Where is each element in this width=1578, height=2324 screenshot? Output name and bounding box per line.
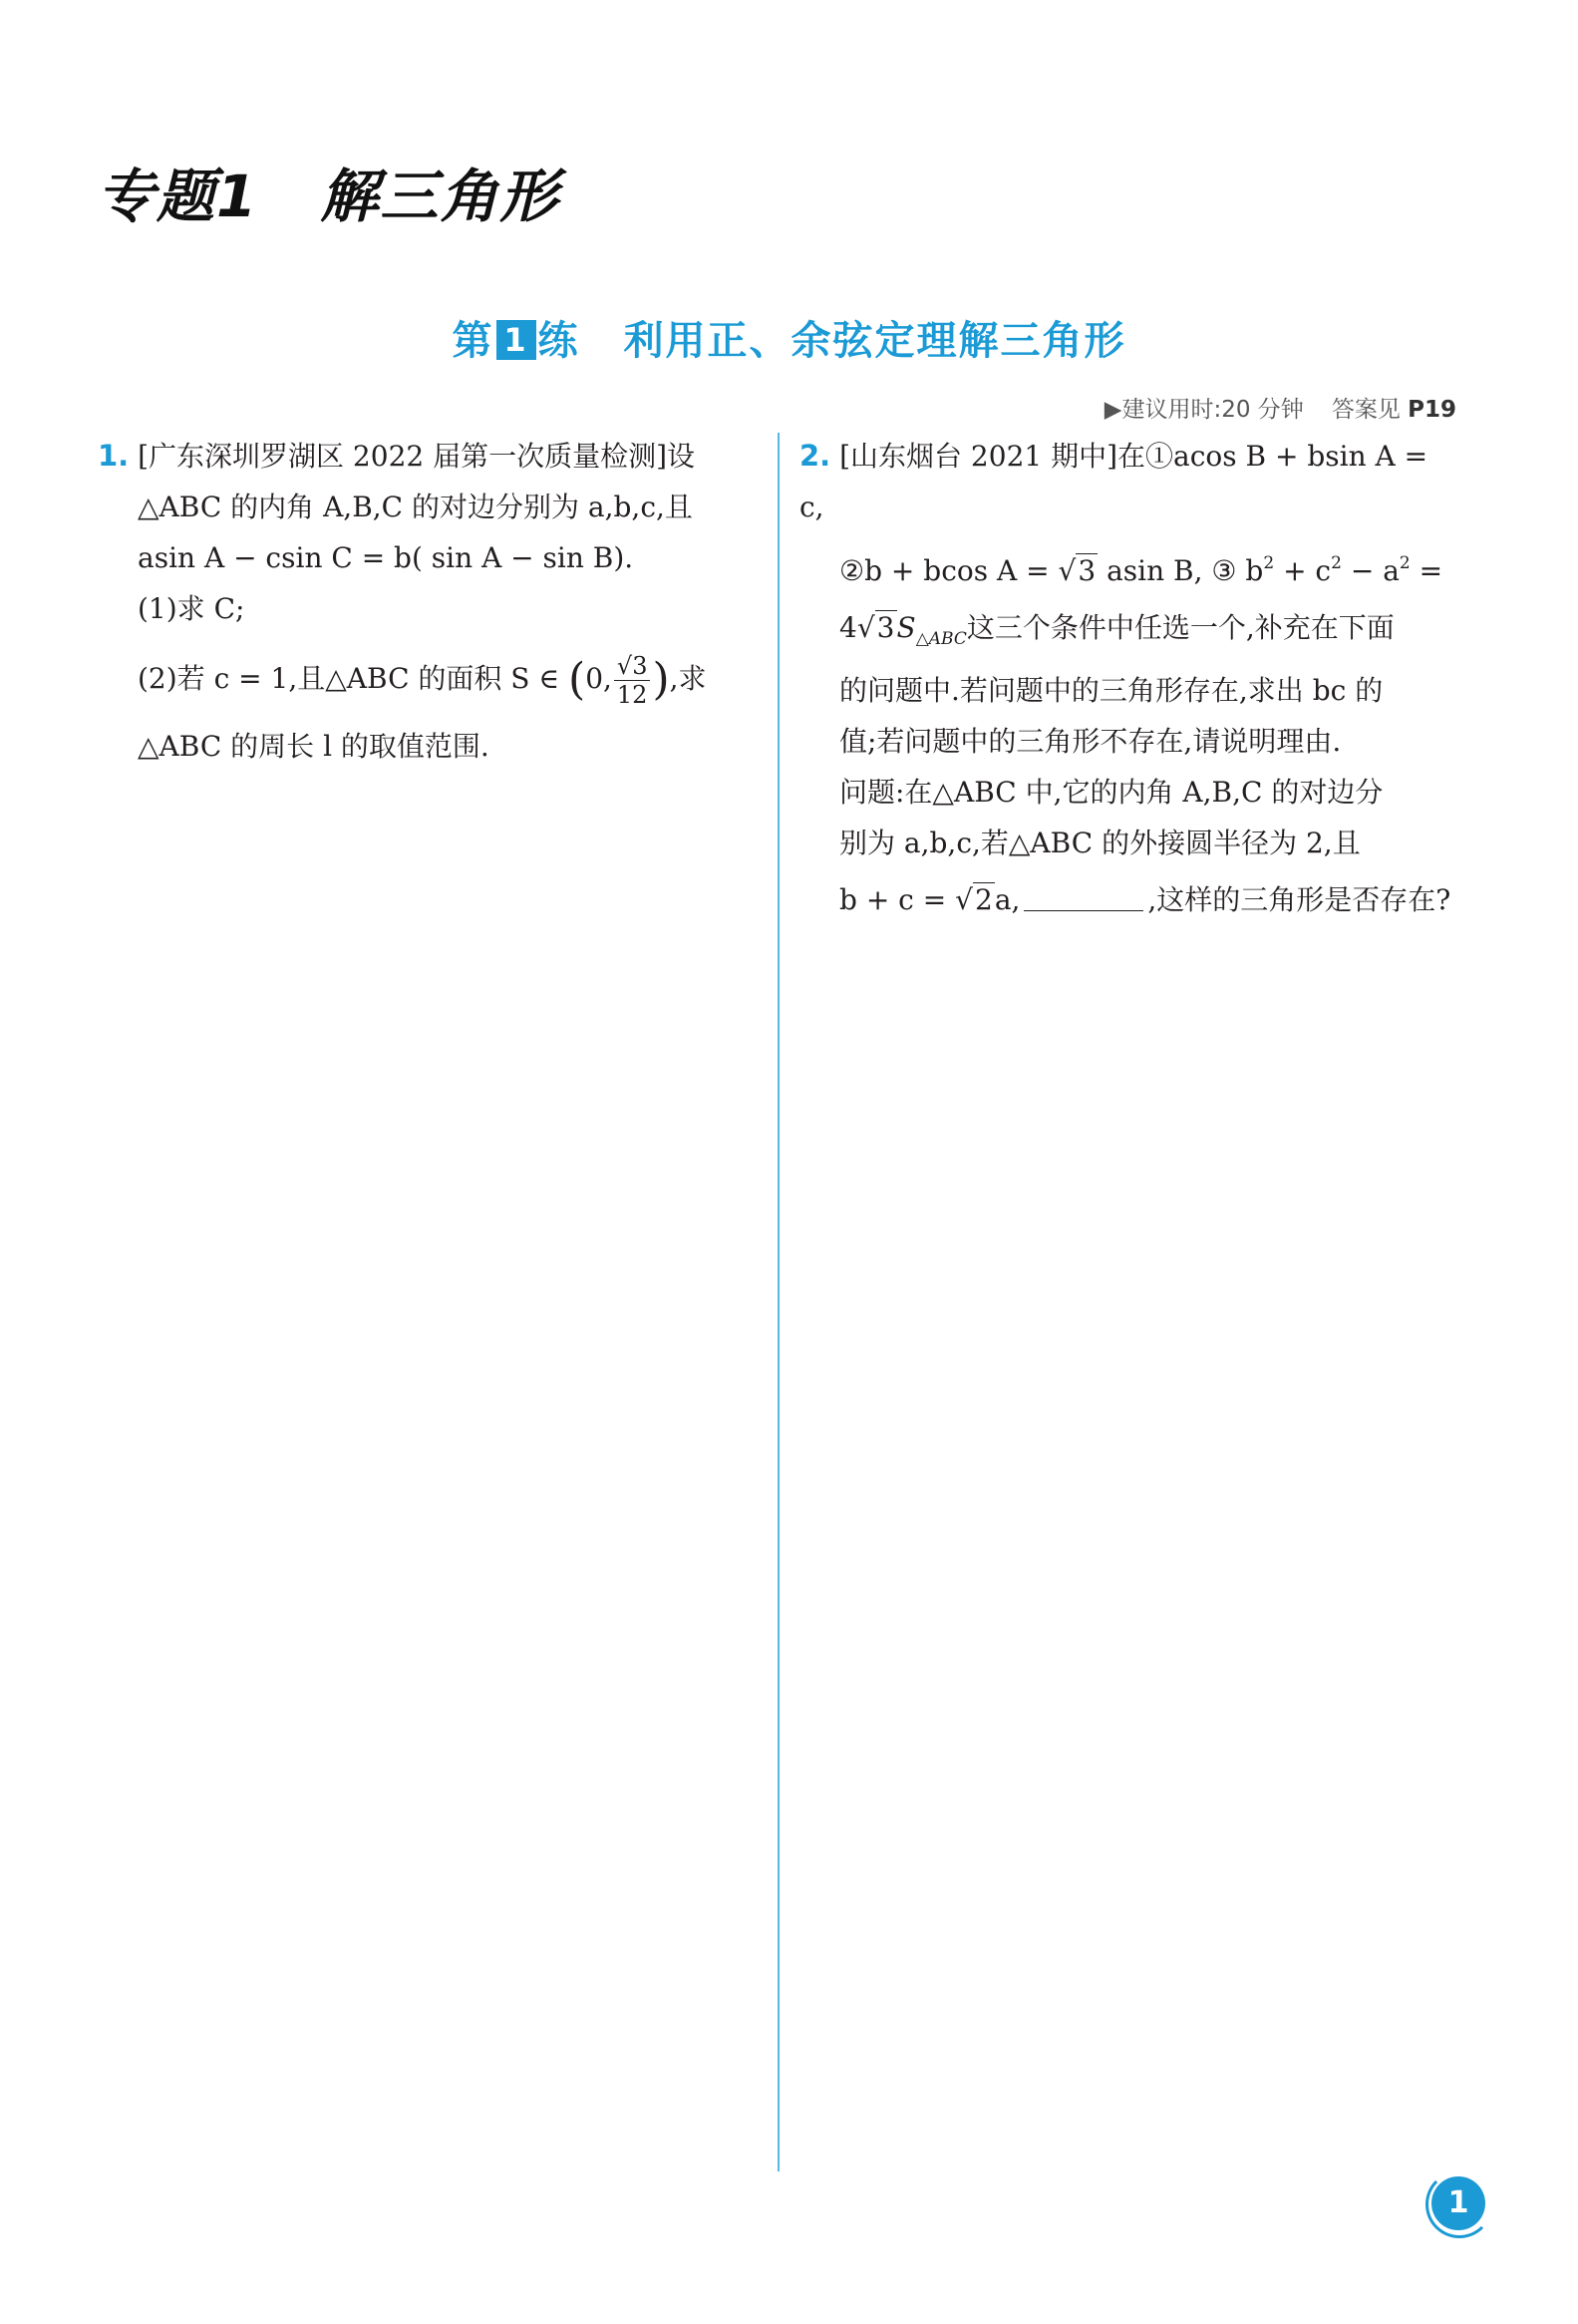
question-text: 设 [667, 440, 696, 473]
question-source: [山东烟台 2021 期中] [839, 440, 1118, 473]
question-number: 2. [799, 439, 831, 473]
fraction-numerator: √3 [614, 652, 651, 681]
question-text: b + c = [839, 883, 956, 916]
question-1-line-2: △ABC 的内角 A,B,C 的对边分别为 a,b,c,且 [138, 491, 693, 523]
coefficient: 4 [839, 611, 857, 644]
question-1-line-6: △ABC 的周长 l 的取值范围. [138, 730, 489, 763]
question-text: = [1410, 554, 1443, 587]
question-1-line-1 [98, 431, 756, 482]
suggested-time: ▶建议用时:20 分钟 [1104, 397, 1304, 423]
exponent: 2 [1263, 553, 1275, 573]
close-paren: ) [652, 654, 670, 705]
answer-blank[interactable] [1024, 880, 1143, 911]
fraction [614, 652, 651, 709]
open-paren: ( [568, 654, 586, 705]
question-text: ,求 [669, 662, 707, 695]
page-number: 1 [1447, 2185, 1469, 2220]
condition-2: ②b + bcos A = [839, 554, 1059, 587]
sqrt-sign: √ [856, 611, 875, 644]
topic-name: 解三角形 [320, 163, 560, 230]
sqrt-radicand: 3 [876, 611, 895, 644]
question-2-line-4: 的问题中.若问题中的三角形存在,求出 bc 的 [839, 674, 1384, 707]
question-1 [98, 431, 756, 772]
question-text: − a [1341, 554, 1400, 587]
question-text: (2)若 c = 1,且△ABC 的面积 S ∈ [138, 662, 569, 695]
question-2-line-7: 别为 a,b,c,若△ABC 的外接圆半径为 2,且 [839, 827, 1361, 859]
page-number-badge [1431, 2176, 1485, 2230]
answer-label: 答案见 [1331, 397, 1401, 423]
question-1-part-2 [98, 648, 756, 711]
question-2-line-3 [799, 602, 1459, 665]
lesson-prefix: 第 [452, 318, 494, 364]
topic-title [97, 150, 559, 233]
question-2-line-2 [799, 538, 1459, 596]
interval-start: 0, [585, 662, 612, 695]
lesson-meta [1105, 391, 1456, 424]
lesson-name: 利用正、余弦定理解三角形 [623, 318, 1126, 364]
question-2-line-8 [799, 874, 1459, 925]
question-2-line-1 [799, 431, 1459, 532]
area-subscript: △ABC [915, 629, 967, 649]
column-divider [778, 433, 780, 2171]
question-number: 1. [98, 439, 130, 473]
question-text: a, [994, 883, 1021, 916]
sqrt-radicand: 2 [974, 883, 993, 916]
topic-label: 专题1 [97, 163, 259, 230]
question-2-line-5: 值;若问题中的三角形不存在,请说明理由. [839, 725, 1342, 758]
question-source: [广东深圳罗湖区 2022 届第一次质量检测] [138, 440, 668, 473]
question-1-part-1: (1)求 C; [138, 592, 245, 625]
fraction-denominator: 12 [616, 681, 648, 709]
lesson-suffix: 练 [537, 318, 580, 364]
question-text: 这三个条件中任选一个,补充在下面 [966, 611, 1395, 644]
sqrt-sign: √ [955, 883, 973, 916]
sqrt-sign: √ [1058, 554, 1077, 587]
question-2-line-6: 问题:在△ABC 中,它的内角 A,B,C 的对边分 [839, 776, 1384, 809]
exponent: 2 [1331, 553, 1342, 573]
condition-3: asin B, ③ b [1098, 554, 1264, 587]
lesson-number-badge: 1 [496, 320, 536, 360]
question-text: 在①acos B + bsin A = c, [799, 440, 1428, 523]
answer-page: P19 [1408, 397, 1456, 423]
sqrt-radicand: 3 [1078, 554, 1097, 587]
answer-reference [1332, 397, 1456, 423]
question-1-line-3: asin A − csin C = b( sin A − sin B). [138, 541, 634, 574]
lesson-title [0, 309, 1578, 366]
area-symbol: S [896, 611, 916, 644]
question-text: + c [1274, 554, 1332, 587]
exponent: 2 [1399, 553, 1411, 573]
question-text: ,这样的三角形是否存在? [1147, 883, 1451, 916]
question-2 [799, 431, 1459, 925]
